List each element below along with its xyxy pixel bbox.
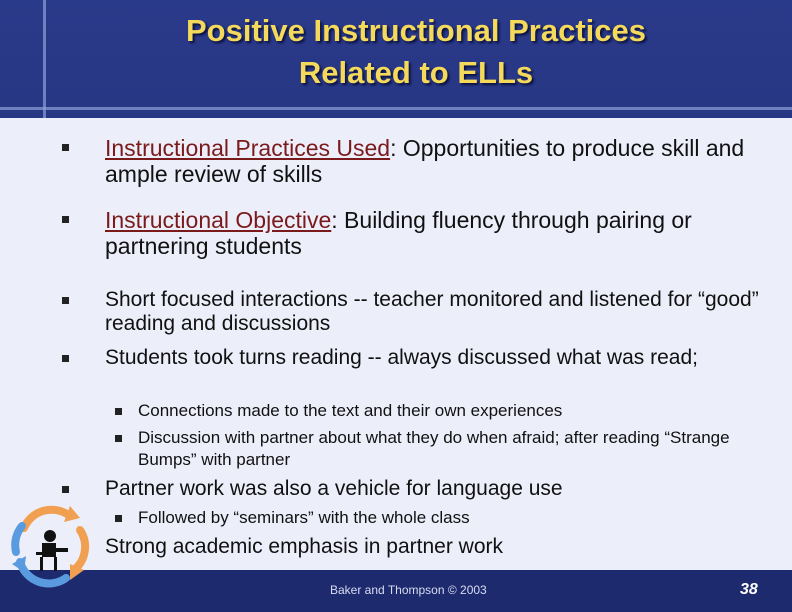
decor-horizontal-line: [0, 107, 792, 110]
title-line-2: Related to ELLs: [298, 55, 534, 90]
short-interactions-text: Short focused interactions -- teacher monitored and listened for “good” reading and discussions: [105, 288, 759, 335]
seminars-text: Followed by “seminars” with the whole class: [138, 508, 470, 527]
reading-student-icon: [36, 530, 68, 571]
cycle-arrows-icon: [4, 500, 96, 592]
title-line-1: Positive Instructional Practices: [185, 13, 646, 48]
partner-work-text: Partner work was also a vehicle for language use: [105, 477, 563, 500]
sub-bullet-discussion: [115, 427, 775, 471]
bullet-academic-emphasis: [105, 535, 792, 559]
objective-label: Instructional Objective: [105, 207, 332, 233]
bullet-mark: [62, 216, 69, 223]
discussion-text: Discussion with partner about what they do when afraid; after reading “Strange Bumps” with partner: [138, 428, 730, 469]
bullet-mark: [62, 297, 69, 304]
took-turns-text: Students took turns reading -- always discussed what was read;: [105, 346, 698, 369]
bullet-objective: [62, 207, 777, 259]
practices-used-text: : Opportunities to produce skill and ample review of skills: [105, 135, 745, 187]
bullet-took-turns: [62, 346, 777, 370]
bullet-mark: [115, 515, 122, 522]
academic-emphasis-text: Strong academic emphasis in partner work: [105, 535, 504, 558]
bullet-short-interactions: [62, 288, 777, 336]
page-number: 38: [740, 581, 758, 598]
footer-credit: Baker and Thompson © 2003: [330, 583, 487, 597]
bullet-partner-work: [62, 477, 777, 501]
practices-used-label: Instructional Practices Used: [105, 135, 391, 161]
bullet-mark: [115, 408, 122, 415]
sub-bullet-seminars: [115, 507, 775, 529]
bullet-mark: [62, 486, 69, 493]
decor-vertical-line: [43, 0, 46, 118]
sub-bullet-connections: [115, 400, 775, 422]
bullet-mark: [115, 435, 122, 442]
slide-title: [60, 10, 772, 94]
bullet-mark: [62, 355, 69, 362]
bullet-practices-used: [62, 135, 777, 187]
connections-text: Connections made to the text and their own experiences: [138, 401, 563, 420]
bullet-mark: [62, 144, 69, 151]
objective-text: : Building fluency through pairing or partnering students: [105, 207, 692, 259]
